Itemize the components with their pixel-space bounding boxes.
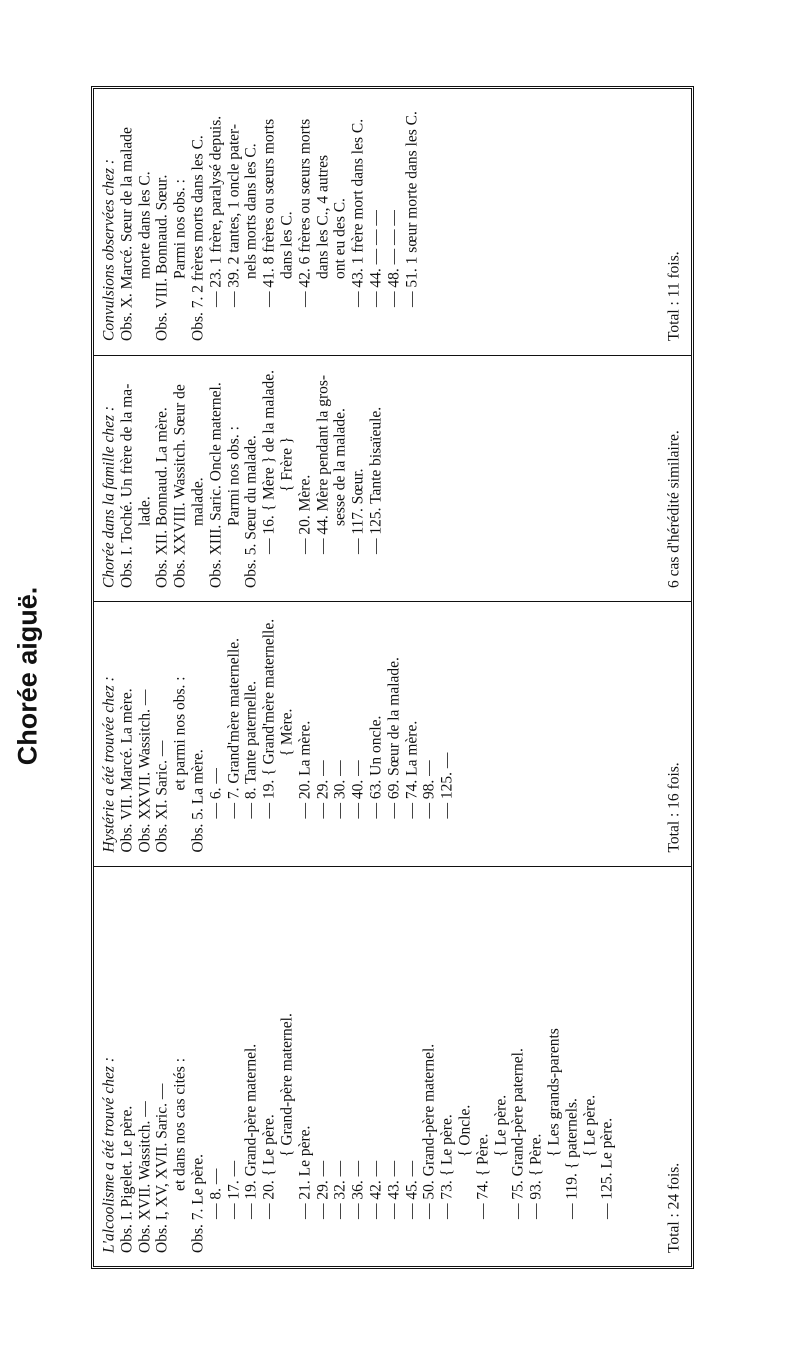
- table-column-alcoolisme: [94, 866, 691, 1266]
- table-line: — 40. —: [349, 760, 367, 819]
- table-line: — 44. — — —: [366, 210, 384, 307]
- table-line: — 20. Mère.: [295, 474, 313, 554]
- table-line: — 125. Tante bisaïeule.: [366, 406, 384, 554]
- column-content: [94, 867, 691, 1267]
- table-line: sesse de la malade.: [331, 407, 349, 526]
- table-line: Obs. XIII. Saric. Oncle maternel.: [206, 381, 224, 588]
- table-line: et parmi nos obs. :: [171, 676, 189, 791]
- table-line: — 51. 1 sœur morte dans les C.: [402, 111, 420, 307]
- table-line: — 20. { Le père.: [260, 1113, 278, 1219]
- table-line: Obs. 7. 2 frères morts dans les C.: [188, 135, 206, 341]
- table-line: — 93. { Père.: [527, 1133, 545, 1219]
- table-line: — 41. 8 frères ou sœurs morts: [260, 118, 278, 307]
- table-line: — 19. Grand-père maternel.: [242, 1043, 260, 1219]
- table-line: { Oncle.: [455, 1104, 473, 1157]
- table-line: Obs. VIII. Bonnaud. Sœur.: [153, 174, 171, 341]
- table-line: Obs. X. Marcé. Sœur de la malade: [117, 127, 135, 341]
- table-line: — 17. —: [224, 1160, 242, 1219]
- table-line: — 29. —: [313, 1160, 331, 1219]
- table-line: lade.: [135, 495, 153, 526]
- column-heading: L'alcoolisme a été trouvé chez :: [100, 1056, 117, 1253]
- table-line: — 42. 6 frères ou sœurs morts: [295, 118, 313, 307]
- table-line: Obs. VII. Marcé. La mère.: [117, 688, 135, 853]
- column-total: Total : 24 fois.: [665, 1162, 683, 1253]
- column-lines: [118, 368, 385, 588]
- column-lines: [118, 101, 421, 341]
- column-lines: [118, 879, 616, 1253]
- table-line: morte dans les C.: [135, 171, 153, 279]
- table-line: { Le père.: [491, 1094, 509, 1157]
- table-line: malade.: [188, 476, 206, 526]
- table-line: — 125. Le père.: [598, 1117, 616, 1219]
- table-line: — 125. —: [438, 752, 456, 819]
- table-line: — 7. Grand'mère maternelle.: [224, 637, 242, 819]
- table-line: ont eu des C.: [331, 198, 349, 279]
- table-line: — 63. Un oncle.: [366, 715, 384, 819]
- table-line: et dans nos cas cités :: [171, 1057, 189, 1191]
- table-line: Obs. 7. Le père.: [188, 1153, 206, 1253]
- table-line: — 30. —: [331, 760, 349, 819]
- table-line: Obs. 5. Sœur du malade.: [242, 434, 260, 588]
- table-column-convulsions: [94, 89, 691, 355]
- table-line: — 74. { Père.: [473, 1133, 491, 1219]
- table-line: — 75. Grand-père paternel.: [509, 1047, 527, 1219]
- table-line: nels morts dans les C.: [242, 143, 260, 279]
- table-line: Obs. XXVII. Wassitch. —: [135, 689, 153, 853]
- table-line: — 36. —: [349, 1160, 367, 1219]
- table-line: Parmi nos obs. :: [224, 425, 242, 526]
- table-line: Obs. I. Pigelet. Le père.: [117, 1105, 135, 1253]
- table-line: — 6. —: [206, 768, 224, 819]
- table-line: — 29. —: [313, 760, 331, 819]
- page-title: Chorée aiguë.: [12, 586, 43, 766]
- table-column-choree: [94, 355, 691, 601]
- table-line: Obs. XII. Bonnaud. La mère.: [153, 406, 171, 588]
- table-line: — 69. Sœur de la malade.: [384, 657, 402, 819]
- table-line: — 43. 1 frère mort dans les C.: [349, 118, 367, 307]
- column-total: Total : 16 fois.: [665, 762, 683, 853]
- data-table: [91, 86, 694, 1269]
- table-line: — 43. —: [384, 1160, 402, 1219]
- column-heading: Convulsions observées chez :: [100, 158, 117, 341]
- table-line: — 16. { Mère } de la malade.: [260, 369, 278, 554]
- table-line: Parmi nos obs. :: [171, 179, 189, 279]
- table-line: — 45. —: [402, 1160, 420, 1219]
- table-line: — 8. Tante paternelle.: [242, 680, 260, 819]
- table-line: Obs. XVII. Wassitch. —: [135, 1100, 153, 1253]
- column-lines: [118, 614, 456, 853]
- table-line: — 44. Mère pendant la gros-: [313, 374, 331, 554]
- table-line: — 42. —: [366, 1160, 384, 1219]
- column-content: [94, 89, 691, 355]
- table-line: { Les grands-parents: [544, 1027, 562, 1157]
- table-line: { Frère }: [277, 436, 295, 492]
- table-line: — 20. La mère.: [295, 720, 313, 819]
- table-line: — 21. Le père.: [295, 1125, 313, 1219]
- table-line: — 98. —: [420, 760, 438, 819]
- table-line: — 32. —: [331, 1160, 349, 1219]
- column-total: 6 cas d'hérédité similaire.: [665, 429, 683, 588]
- column-content: [94, 356, 691, 602]
- table-line: { Grand-père maternel.: [277, 1012, 295, 1157]
- table-line: dans les C., 4 autres: [313, 155, 331, 279]
- table-line: Obs. XXVIII. Wassitch. Sœur de: [171, 383, 189, 588]
- table-line: — 39. 2 tantes, 1 oncle pater-: [224, 123, 242, 307]
- table-line: Obs. 5. La mère.: [188, 749, 206, 853]
- table-line: Obs. I, XV, XVII. Saric. —: [153, 1083, 171, 1253]
- table-column-hysterie: [94, 601, 691, 866]
- table-line: — 117. Sœur.: [349, 467, 367, 554]
- table-line: — 73. { Le père.: [438, 1113, 456, 1219]
- table-line: dans les C.: [277, 211, 295, 279]
- column-heading: Chorée dans la famille chez :: [100, 405, 117, 588]
- table-line: — 50. Grand-père maternel.: [420, 1043, 438, 1219]
- table-line: { Le père.: [580, 1094, 598, 1157]
- table-line: — 19. { Grand'mère maternelle.: [260, 618, 278, 819]
- table-line: — 74. La mère.: [402, 720, 420, 819]
- table-line: — 48. — — —: [384, 210, 402, 307]
- column-heading: Hystérie a été trouvée chez :: [100, 676, 117, 853]
- table-line: { Mère.: [277, 708, 295, 757]
- table-line: — 119. { paternels.: [562, 1097, 580, 1219]
- column-content: [94, 602, 691, 867]
- column-total: Total : 11 fois.: [665, 251, 683, 341]
- table-line: — 23. 1 frère, paralysé depuis.: [206, 115, 224, 307]
- table-line: Obs. XI. Saric. —: [153, 740, 171, 853]
- table-line: — 8. —: [206, 1168, 224, 1219]
- table-line: Obs. I. Toché. Un frère de la ma-: [117, 383, 135, 588]
